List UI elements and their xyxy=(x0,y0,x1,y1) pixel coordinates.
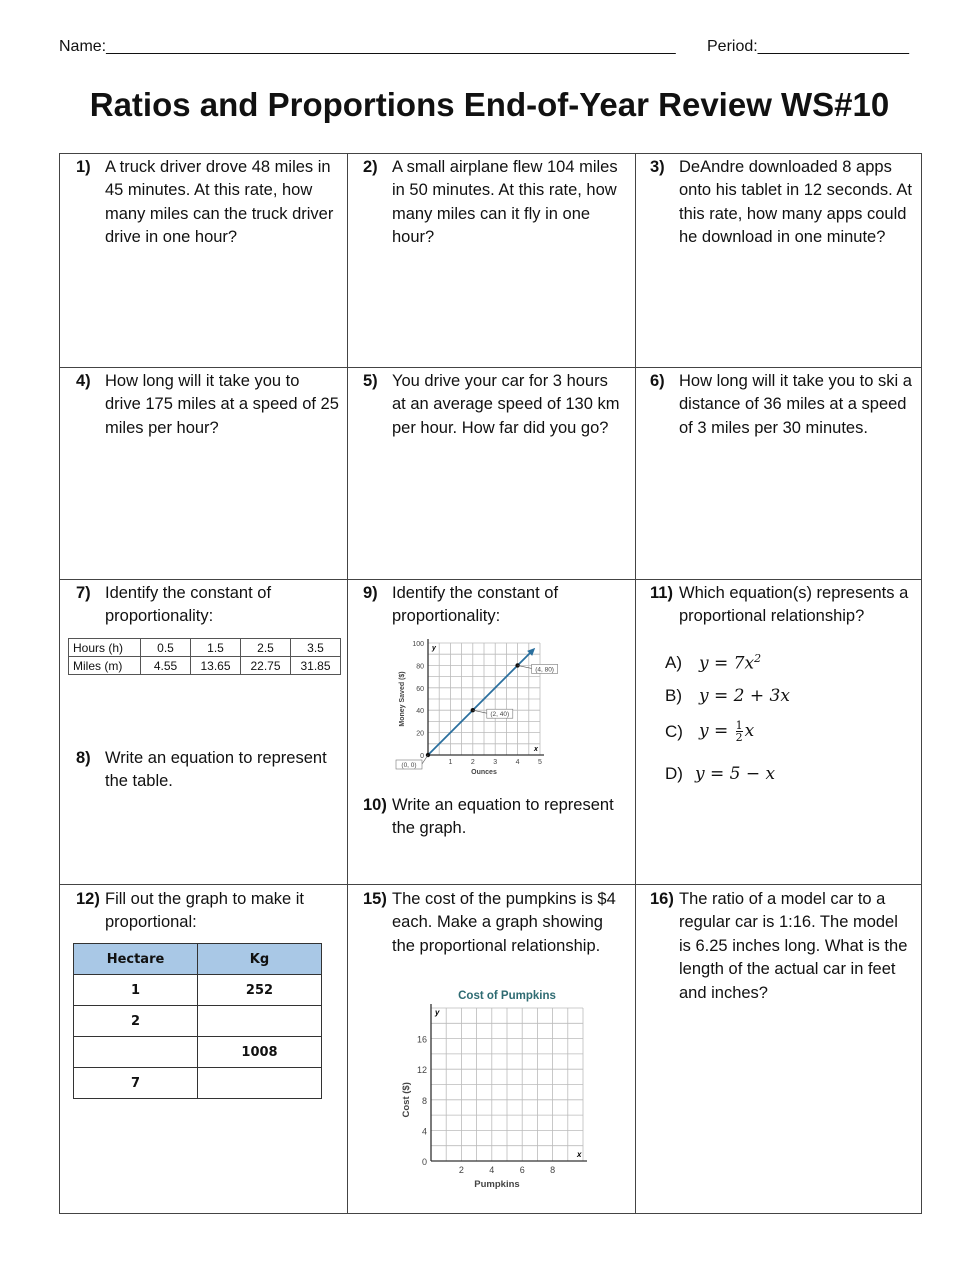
question-number: 16) xyxy=(650,890,674,908)
question-number: 5) xyxy=(363,372,378,390)
table-cell-blank[interactable] xyxy=(74,1037,198,1068)
question-number: 1) xyxy=(76,158,91,176)
x-tick-label: 4 xyxy=(515,759,520,766)
hours-miles-table xyxy=(68,638,341,675)
fraction xyxy=(736,720,743,743)
choice-d xyxy=(665,764,775,784)
question-text: DeAndre downloaded 8 apps onto his tablet in 12 seconds. At this rate, how many apps could he download in one minute? xyxy=(679,158,912,247)
y-tick-label: 0 xyxy=(421,1157,427,1167)
question-16 xyxy=(650,888,913,1005)
y-tick-label: 40 xyxy=(416,708,424,716)
equation: x xyxy=(744,721,755,741)
table-cell: 252 xyxy=(198,975,322,1006)
table-cell: 2.5 xyxy=(241,639,291,657)
x-tick-label: 6 xyxy=(519,1165,525,1175)
divider xyxy=(60,884,921,885)
table-cell-blank[interactable] xyxy=(198,1068,322,1099)
y-tick-label: 80 xyxy=(416,663,424,671)
question-10 xyxy=(363,794,626,841)
question-2 xyxy=(363,156,626,250)
question-number: 4) xyxy=(76,372,91,390)
label-leader xyxy=(518,665,532,668)
question-number: 15) xyxy=(363,890,387,908)
question-number: 9) xyxy=(363,584,378,602)
table-cell: 22.75 xyxy=(241,657,291,675)
question-number: 7) xyxy=(76,584,91,602)
x-tick-label: 4 xyxy=(489,1165,495,1175)
question-number: 11) xyxy=(650,584,673,602)
question-text: Write an equation to represent the table. xyxy=(105,749,327,791)
choice-a xyxy=(665,652,761,674)
period-field[interactable]: Period:_________________ xyxy=(707,38,909,55)
x-axis-title: Ounces xyxy=(471,769,497,776)
table-cell: 1 xyxy=(74,975,198,1006)
y-tick-label: 20 xyxy=(416,730,424,738)
choice-label: D) xyxy=(665,764,683,783)
question-3 xyxy=(650,156,913,250)
equation: y = xyxy=(699,721,734,741)
question-number: 12) xyxy=(76,890,100,908)
y-axis-letter: y xyxy=(435,1008,440,1017)
question-number: 2) xyxy=(363,158,378,176)
question-12 xyxy=(76,888,339,935)
question-text: The cost of the pumpkins is $4 each. Make a graph showing the proportional relationship. xyxy=(392,890,616,955)
y-tick-label: 0 xyxy=(420,753,424,760)
equation: y = 2 + 3x xyxy=(699,686,790,706)
question-text: Identify the constant of proportionality: xyxy=(392,584,559,626)
name-field[interactable]: Name:________________________________________________________________ xyxy=(59,38,676,55)
table-cell: 3.5 xyxy=(291,639,341,657)
table-cell: 1008 xyxy=(198,1037,322,1068)
point-label: (0, 0) xyxy=(401,762,417,769)
x-axis-title: Pumpkins xyxy=(474,1179,520,1190)
question-7 xyxy=(76,582,339,629)
denominator: 2 xyxy=(735,731,743,744)
choice-label: A) xyxy=(665,652,682,672)
question-text: A truck driver drove 48 miles in 45 minutes. At this rate, how many miles can the truck driver drive in one hour? xyxy=(105,158,334,247)
y-tick-label: 16 xyxy=(416,1034,427,1045)
table-cell: 0.5 xyxy=(141,639,191,657)
question-5 xyxy=(363,370,626,440)
y-tick-label: 12 xyxy=(416,1065,427,1076)
x-tick-label: 2 xyxy=(470,759,475,766)
divider xyxy=(60,579,921,580)
exponent: 2 xyxy=(754,652,762,665)
question-15 xyxy=(363,888,626,958)
question-9 xyxy=(363,582,626,629)
x-tick-label: 3 xyxy=(493,759,498,766)
table-cell: 2 xyxy=(74,1006,198,1037)
question-text: You drive your car for 3 hours at an average speed of 130 km per hour. How far did you go? xyxy=(392,372,620,437)
y-tick-label: 4 xyxy=(421,1126,427,1137)
question-text: Fill out the graph to make it proportional: xyxy=(105,890,305,932)
y-axis-title: Money Saved ($) xyxy=(399,671,406,727)
table-cell: 7 xyxy=(74,1068,198,1099)
question-text: Identify the constant of proportionality: xyxy=(105,584,272,626)
question-4 xyxy=(76,370,339,440)
x-axis-letter: x xyxy=(577,1150,582,1159)
question-8 xyxy=(76,747,339,794)
y-tick-label: 100 xyxy=(412,641,424,648)
question-text: How long will it take you to ski a distance of 36 miles at a speed of 3 miles per 30 minutes. xyxy=(679,372,912,437)
question-number: 8) xyxy=(76,749,91,767)
point-label: (2, 40) xyxy=(490,711,510,719)
table-cell: 4.55 xyxy=(141,657,191,675)
label-leader xyxy=(473,710,487,713)
table-cell: 13.65 xyxy=(191,657,241,675)
y-axis-letter: y xyxy=(432,645,436,652)
hectare-kg-table xyxy=(73,943,322,1099)
question-text: How long will it take you to drive 175 miles at a speed of 25 miles per hour? xyxy=(105,372,339,437)
page-title: Ratios and Proportions End-of-Year Review WS#10 xyxy=(89,86,890,123)
data-point xyxy=(515,663,519,667)
money-saved-graph xyxy=(390,635,570,780)
question-number: 6) xyxy=(650,372,665,390)
cost-of-pumpkins-graph[interactable] xyxy=(395,985,595,1195)
equation: y = 7x xyxy=(699,653,755,674)
table-cell: Hours (h) xyxy=(69,639,141,657)
table-cell-blank[interactable] xyxy=(198,1006,322,1037)
table-cell: 1.5 xyxy=(191,639,241,657)
question-number: 3) xyxy=(650,158,665,176)
divider xyxy=(347,154,348,1213)
table-header: Hectare xyxy=(74,944,198,975)
choice-c xyxy=(665,720,754,743)
question-text: Which equation(s) represents a proportional relationship? xyxy=(679,584,909,626)
y-tick-label: 60 xyxy=(416,685,424,693)
divider xyxy=(60,367,921,368)
x-tick-label: 1 xyxy=(448,759,453,766)
question-text: The ratio of a model car to a regular car is 1:16. The model is 6.25 inches long. What is the length of the actual car in feet and inches? xyxy=(679,890,908,1002)
divider xyxy=(635,154,636,1213)
graph-title: Cost of Pumpkins xyxy=(458,990,556,1002)
question-text: Write an equation to represent the graph. xyxy=(392,796,614,838)
choice-b xyxy=(665,686,790,706)
choice-label: C) xyxy=(665,721,683,741)
x-axis-letter: x xyxy=(534,746,538,753)
question-6 xyxy=(650,370,913,440)
question-1 xyxy=(76,156,339,250)
equation: y = 5 − x xyxy=(695,764,776,784)
numerator: 1 xyxy=(735,719,743,732)
table-cell: Miles (m) xyxy=(69,657,141,675)
data-point xyxy=(471,708,475,712)
choice-label: B) xyxy=(665,686,682,705)
question-number: 10) xyxy=(363,796,387,814)
table-header: Kg xyxy=(198,944,322,975)
question-text: A small airplane flew 104 miles in 50 minutes. At this rate, how many miles can it fly in one hour? xyxy=(392,158,618,247)
table-cell: 31.85 xyxy=(291,657,341,675)
y-tick-label: 8 xyxy=(421,1095,427,1106)
x-tick-label: 2 xyxy=(458,1165,464,1175)
x-tick-label: 5 xyxy=(538,759,542,766)
y-axis-title: Cost ($) xyxy=(401,1082,412,1118)
point-label: (4, 80) xyxy=(535,666,554,674)
x-tick-label: 8 xyxy=(550,1165,556,1175)
question-11 xyxy=(650,582,913,629)
